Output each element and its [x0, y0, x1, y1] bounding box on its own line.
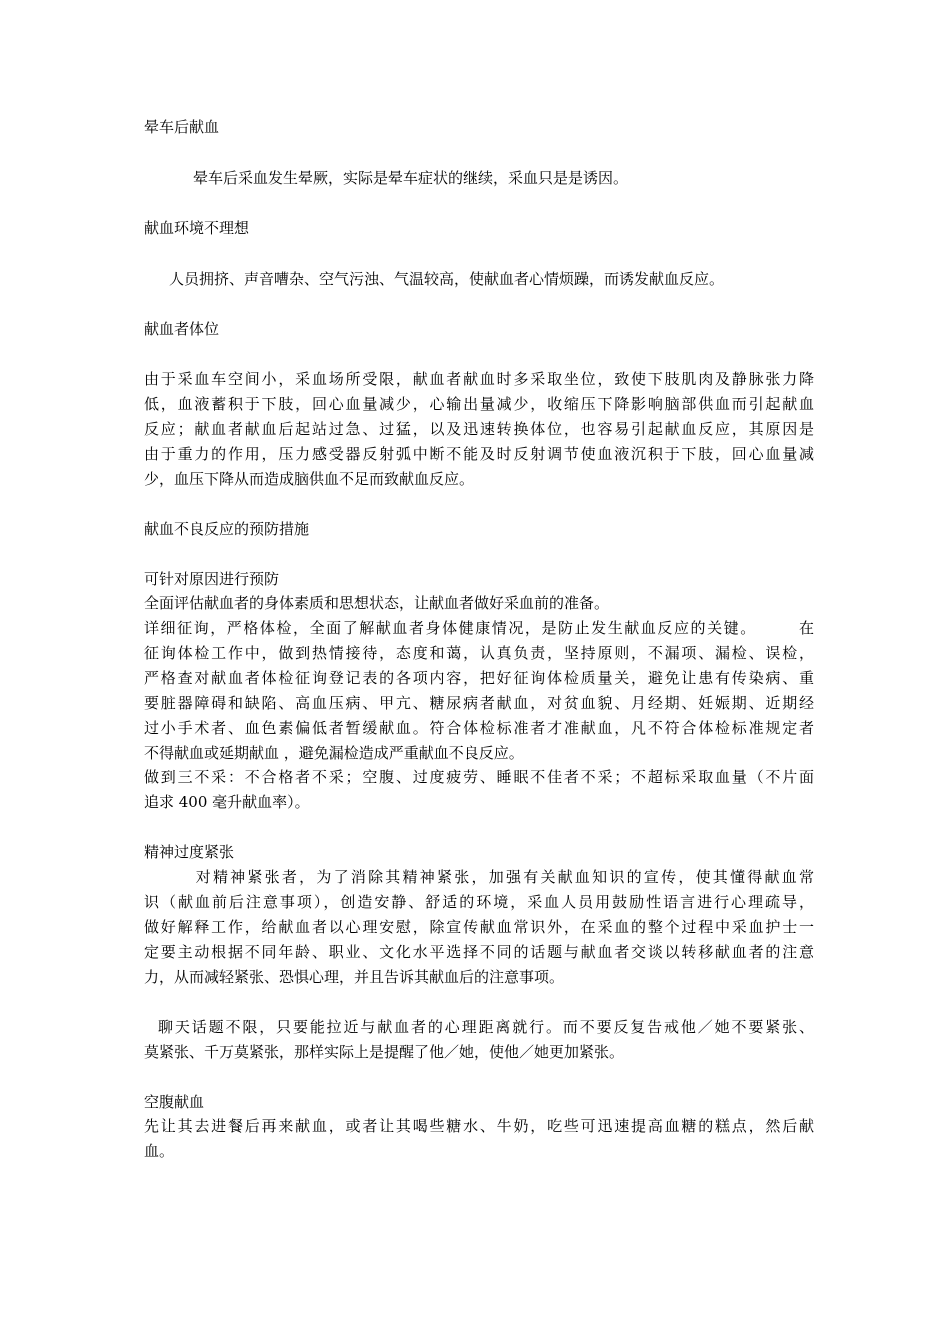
paragraph-line: 力，从而减轻紧张、恐惧心理，并且告诉其献血后的注意事项。: [144, 968, 565, 986]
paragraph: 全面评估献血者的身体素质和思想状态，让献血者做好采血前的准备。: [144, 594, 610, 612]
paragraph-line: 详细征询，严格体检，全面了解献血者身体健康情况，是防止发生献血反应的关键。 在: [144, 619, 814, 637]
paragraph-line: 对精神紧张者，为了消除其精神紧张，加强有关献血知识的宣传，使其懂得献血常: [144, 868, 814, 886]
paragraph-line: 先让其去进餐后再来献血，或者让其喝些糖水、牛奶，吃些可迅速提高血糖的糕点，然后献: [144, 1117, 814, 1135]
paragraph-line: 要脏器障碍和缺陷、高血压病、甲亢、糖尿病者献血，对贫血貌、月经期、妊娠期、近期经: [144, 694, 814, 712]
section-heading: 可针对原因进行预防: [144, 570, 280, 588]
section-heading: 空腹献血: [144, 1093, 205, 1111]
section-heading: 献血环境不理想: [144, 219, 250, 237]
paragraph-line: 识（献血前后注意事项），创造安静、舒适的环境，采血人员用鼓励性语言进行心理疏导，: [144, 893, 814, 911]
paragraph-line: 血。: [144, 1142, 175, 1160]
paragraph: 人员拥挤、声音嘈杂、空气污浊、气温较高，使献血者心情烦躁，而诱发献血反应。: [169, 270, 725, 288]
paragraph-line: 做到三不采：不合格者不采；空腹、过度疲劳、睡眠不佳者不采；不超标采取血量（不片面: [144, 768, 814, 786]
paragraph-line: 征询体检工作中，做到热情接待，态度和蔼，认真负责，坚持原则，不漏项、漏检、误检，: [144, 644, 814, 662]
paragraph: 晕车后采血发生晕厥，实际是晕车症状的继续，采血只是是诱因。: [193, 169, 629, 187]
section-heading: 精神过度紧张: [144, 843, 235, 861]
section-heading: 献血者体位: [144, 320, 220, 338]
paragraph-line: 少，血压下降从而造成脑供血不足而致献血反应。: [144, 470, 475, 488]
paragraph-line: 低，血液蓄积于下肢，回心血量减少，心输出量减少，收缩压下降影响脑部供血而引起献血: [144, 395, 814, 413]
paragraph-line: 做好解释工作，给献血者以心理安慰，除宣传献血常识外，在采血的整个过程中采血护士一: [144, 918, 814, 936]
paragraph-line: 不得献血或延期献血 ，避免漏检造成严重献血不良反应。: [144, 744, 524, 762]
paragraph-line: 由于重力的作用，压力感受器反射弧中断不能及时反射调节使血液沉积于下肢，回心血量减: [144, 445, 814, 463]
paragraph-line: 严格查对献血者体检征询登记表的各项内容，把好征询体检质量关，避免让患有传染病、重: [144, 669, 814, 687]
paragraph-line: 反应；献血者献血后起站过急、过猛，以及迅速转换体位，也容易引起献血反应，其原因是: [144, 420, 814, 438]
paragraph-line: 过小手术者、血色素偏低者暂缓献血。符合体检标准者才准献血，凡不符合体检标准规定者: [144, 719, 814, 737]
paragraph-line: 追求 400 毫升献血率）。: [144, 793, 310, 811]
section-heading: 献血不良反应的预防措施: [144, 520, 310, 538]
paragraph-line: 定要主动根据不同年龄、职业、文化水平选择不同的话题与献血者交谈以转移献血者的注意: [144, 943, 814, 961]
paragraph-line: 聊天话题不限，只要能拉近与献血者的心理距离就行。而不要反复告戒他／她不要紧张、: [158, 1018, 814, 1036]
paragraph-line: 莫紧张、千万莫紧张，那样实际上是提醒了他／她，使他／她更加紧张。: [144, 1043, 625, 1061]
section-heading: 晕车后献血: [144, 118, 220, 136]
paragraph-line: 由于采血车空间小，采血场所受限，献血者献血时多采取坐位，致使下肢肌肉及静脉张力降: [144, 370, 814, 388]
